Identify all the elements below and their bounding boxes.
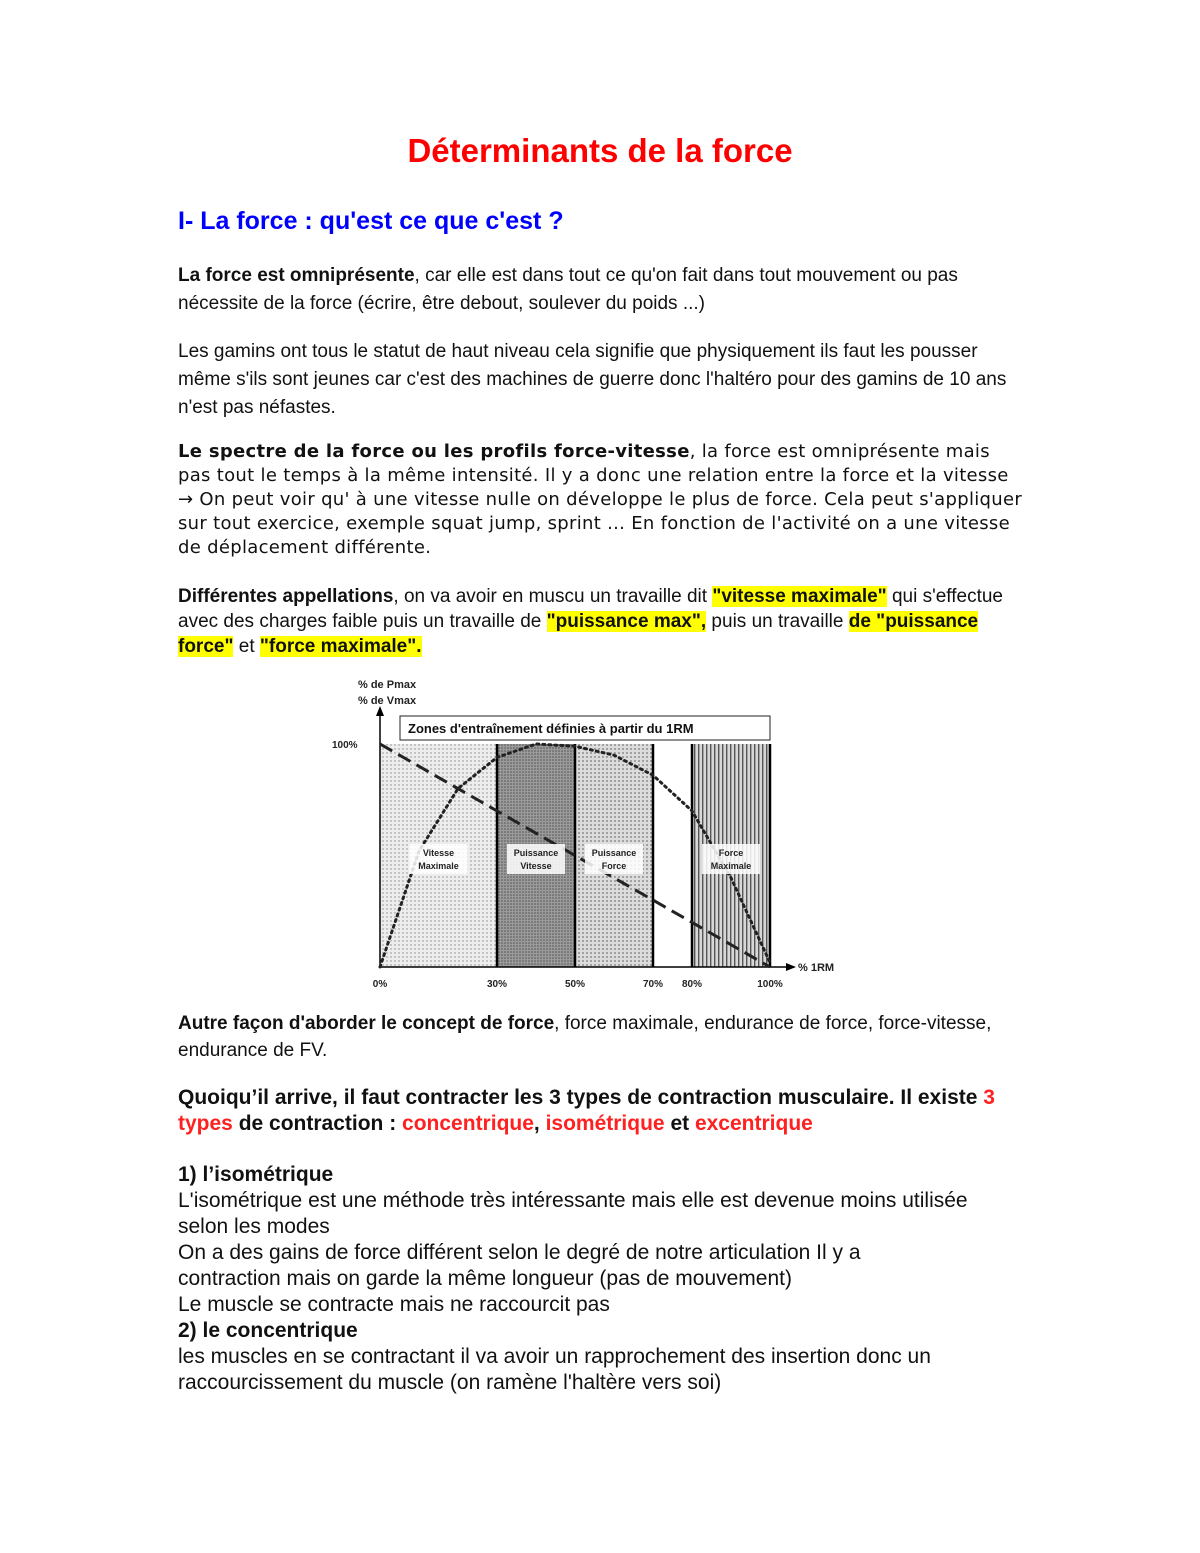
paragraph-text: , [533, 1112, 546, 1135]
subsection-line: Le muscle se contracte mais ne raccourcit pas [178, 1293, 610, 1316]
subsection-line: les muscles en se contractant il va avoir un rapprochement des insertion donc un raccourcissement du muscle (on ramène l'haltère vers soi) [178, 1345, 931, 1394]
y-axis-arrow [376, 706, 384, 716]
paragraph-lead: Le spectre de la force ou les profils force-vitesse [178, 441, 690, 462]
paragraph-text: qui s'effectue avec des charges faible puis un travaille de [178, 586, 1003, 632]
highlight-force-maximale: "force maximale". [259, 636, 422, 657]
x-axis-label: % 1RM [798, 962, 835, 974]
section-isometrique [178, 1162, 1008, 1396]
paragraph-text: et [664, 1112, 695, 1135]
paragraph-appellations [178, 584, 1028, 659]
x-tick-label: 50% [564, 979, 586, 990]
subsection-heading: 1) l’isométrique [178, 1163, 334, 1186]
zone-label: Vitesse [422, 848, 455, 858]
red-concentrique: concentrique [402, 1112, 534, 1135]
paragraph-text: , car elle est dans tout ce qu'on fait dans tout mouvement ou pas nécessite de la force (écrire, être debout, soulever du poids ...) [178, 265, 958, 314]
zone-label: Force [718, 848, 744, 858]
paragraph-text: , la force est omniprésente mais pas tout le temps à la même intensité. Il y a donc une relation entre la force et la vitesse → On peut voir qu' à une vitesse nulle on développe le plus de force. Cela peut s'appliquer sur tout exercice, exemple squat jump, sprint ... En fonction de l'activité on a une vitesse de déplacement différente. [178, 441, 1023, 558]
highlight-puissance-force: de "puissance force" [178, 611, 979, 657]
highlight-puissance-max: "puissance max", [546, 611, 707, 632]
paragraph-spectre [178, 440, 1028, 560]
paragraph-omnipresence [178, 262, 1008, 318]
zone-label: Force [601, 861, 627, 871]
red-isometrique: isométrique [545, 1112, 665, 1135]
paragraph-lead: Différentes appellations [178, 586, 394, 607]
zone-label: Puissance [591, 848, 637, 858]
paragraph-text: Les gamins ont tous le statut de haut niveau cela signifie que physiquement ils faut les pousser même s'ils sont jeunes car c'est des machines de guerre donc l'haltéro pour des gamins de 10 ans n'est pas néfastes. [178, 341, 1007, 418]
subsection-heading: 2) le concentrique [178, 1319, 358, 1342]
x-tick-label: 70% [642, 979, 664, 990]
x-tick-label: 100% [757, 979, 783, 990]
subsection-line: On a des gains de force différent selon le degré de notre articulation Il y a contraction mais on garde la même longueur (pas de mouvement) [178, 1241, 861, 1290]
paragraph-text: Quoiqu’il arrive, il faut contracter les 3 types de contraction musculaire. Il existe [178, 1086, 984, 1109]
x-tick-label: 0% [372, 979, 388, 990]
paragraph-text: et [233, 636, 260, 657]
paragraph-lead: La force est omniprésente [178, 265, 415, 286]
subsection-line: L'isométrique est une méthode très intéressante mais elle est devenue moins utilisée selon les modes [178, 1189, 968, 1238]
highlight-vitesse-maximale: "vitesse maximale" [712, 586, 887, 607]
paragraph-text: puis un travaille [706, 611, 849, 632]
training-zones-chart [330, 672, 860, 997]
chart-svg [330, 672, 860, 997]
x-axis-arrow [786, 963, 796, 971]
zone-band [653, 744, 692, 967]
page-title: Déterminants de la force [407, 132, 793, 169]
paragraph-text: , force maximale, endurance de force, force-vitesse, endurance de FV. [178, 1013, 992, 1061]
x-tick-label: 80% [681, 979, 703, 990]
chart-title: Zones d'entraînement définies à partir du 1RM [408, 721, 694, 736]
red-3-types: 3 types [178, 1086, 995, 1135]
paragraph-gamins [178, 338, 1008, 422]
x-tick-label: 30% [486, 979, 508, 990]
paragraph-text: , on va avoir en muscu un travaille dit [393, 586, 713, 607]
zone-label: Maximale [710, 861, 752, 871]
red-excentrique: excentrique [694, 1112, 813, 1135]
paragraph-contraction-types [178, 1085, 1028, 1137]
y-axis-label: % de Vmax [358, 695, 417, 707]
zone-label: Puissance [513, 848, 559, 858]
paragraph-lead: Autre façon d'aborder le concept de force [178, 1013, 555, 1034]
paragraph-concept [178, 1010, 1008, 1064]
paragraph-text: de contraction : [232, 1112, 403, 1135]
y-tick-label: 100% [332, 740, 358, 751]
y-axis-label: % de Pmax [358, 679, 417, 691]
zone-label: Vitesse [520, 861, 552, 871]
section-heading: I- La force : qu'est ce que c'est ? [178, 207, 564, 235]
zone-label: Maximale [418, 861, 459, 871]
